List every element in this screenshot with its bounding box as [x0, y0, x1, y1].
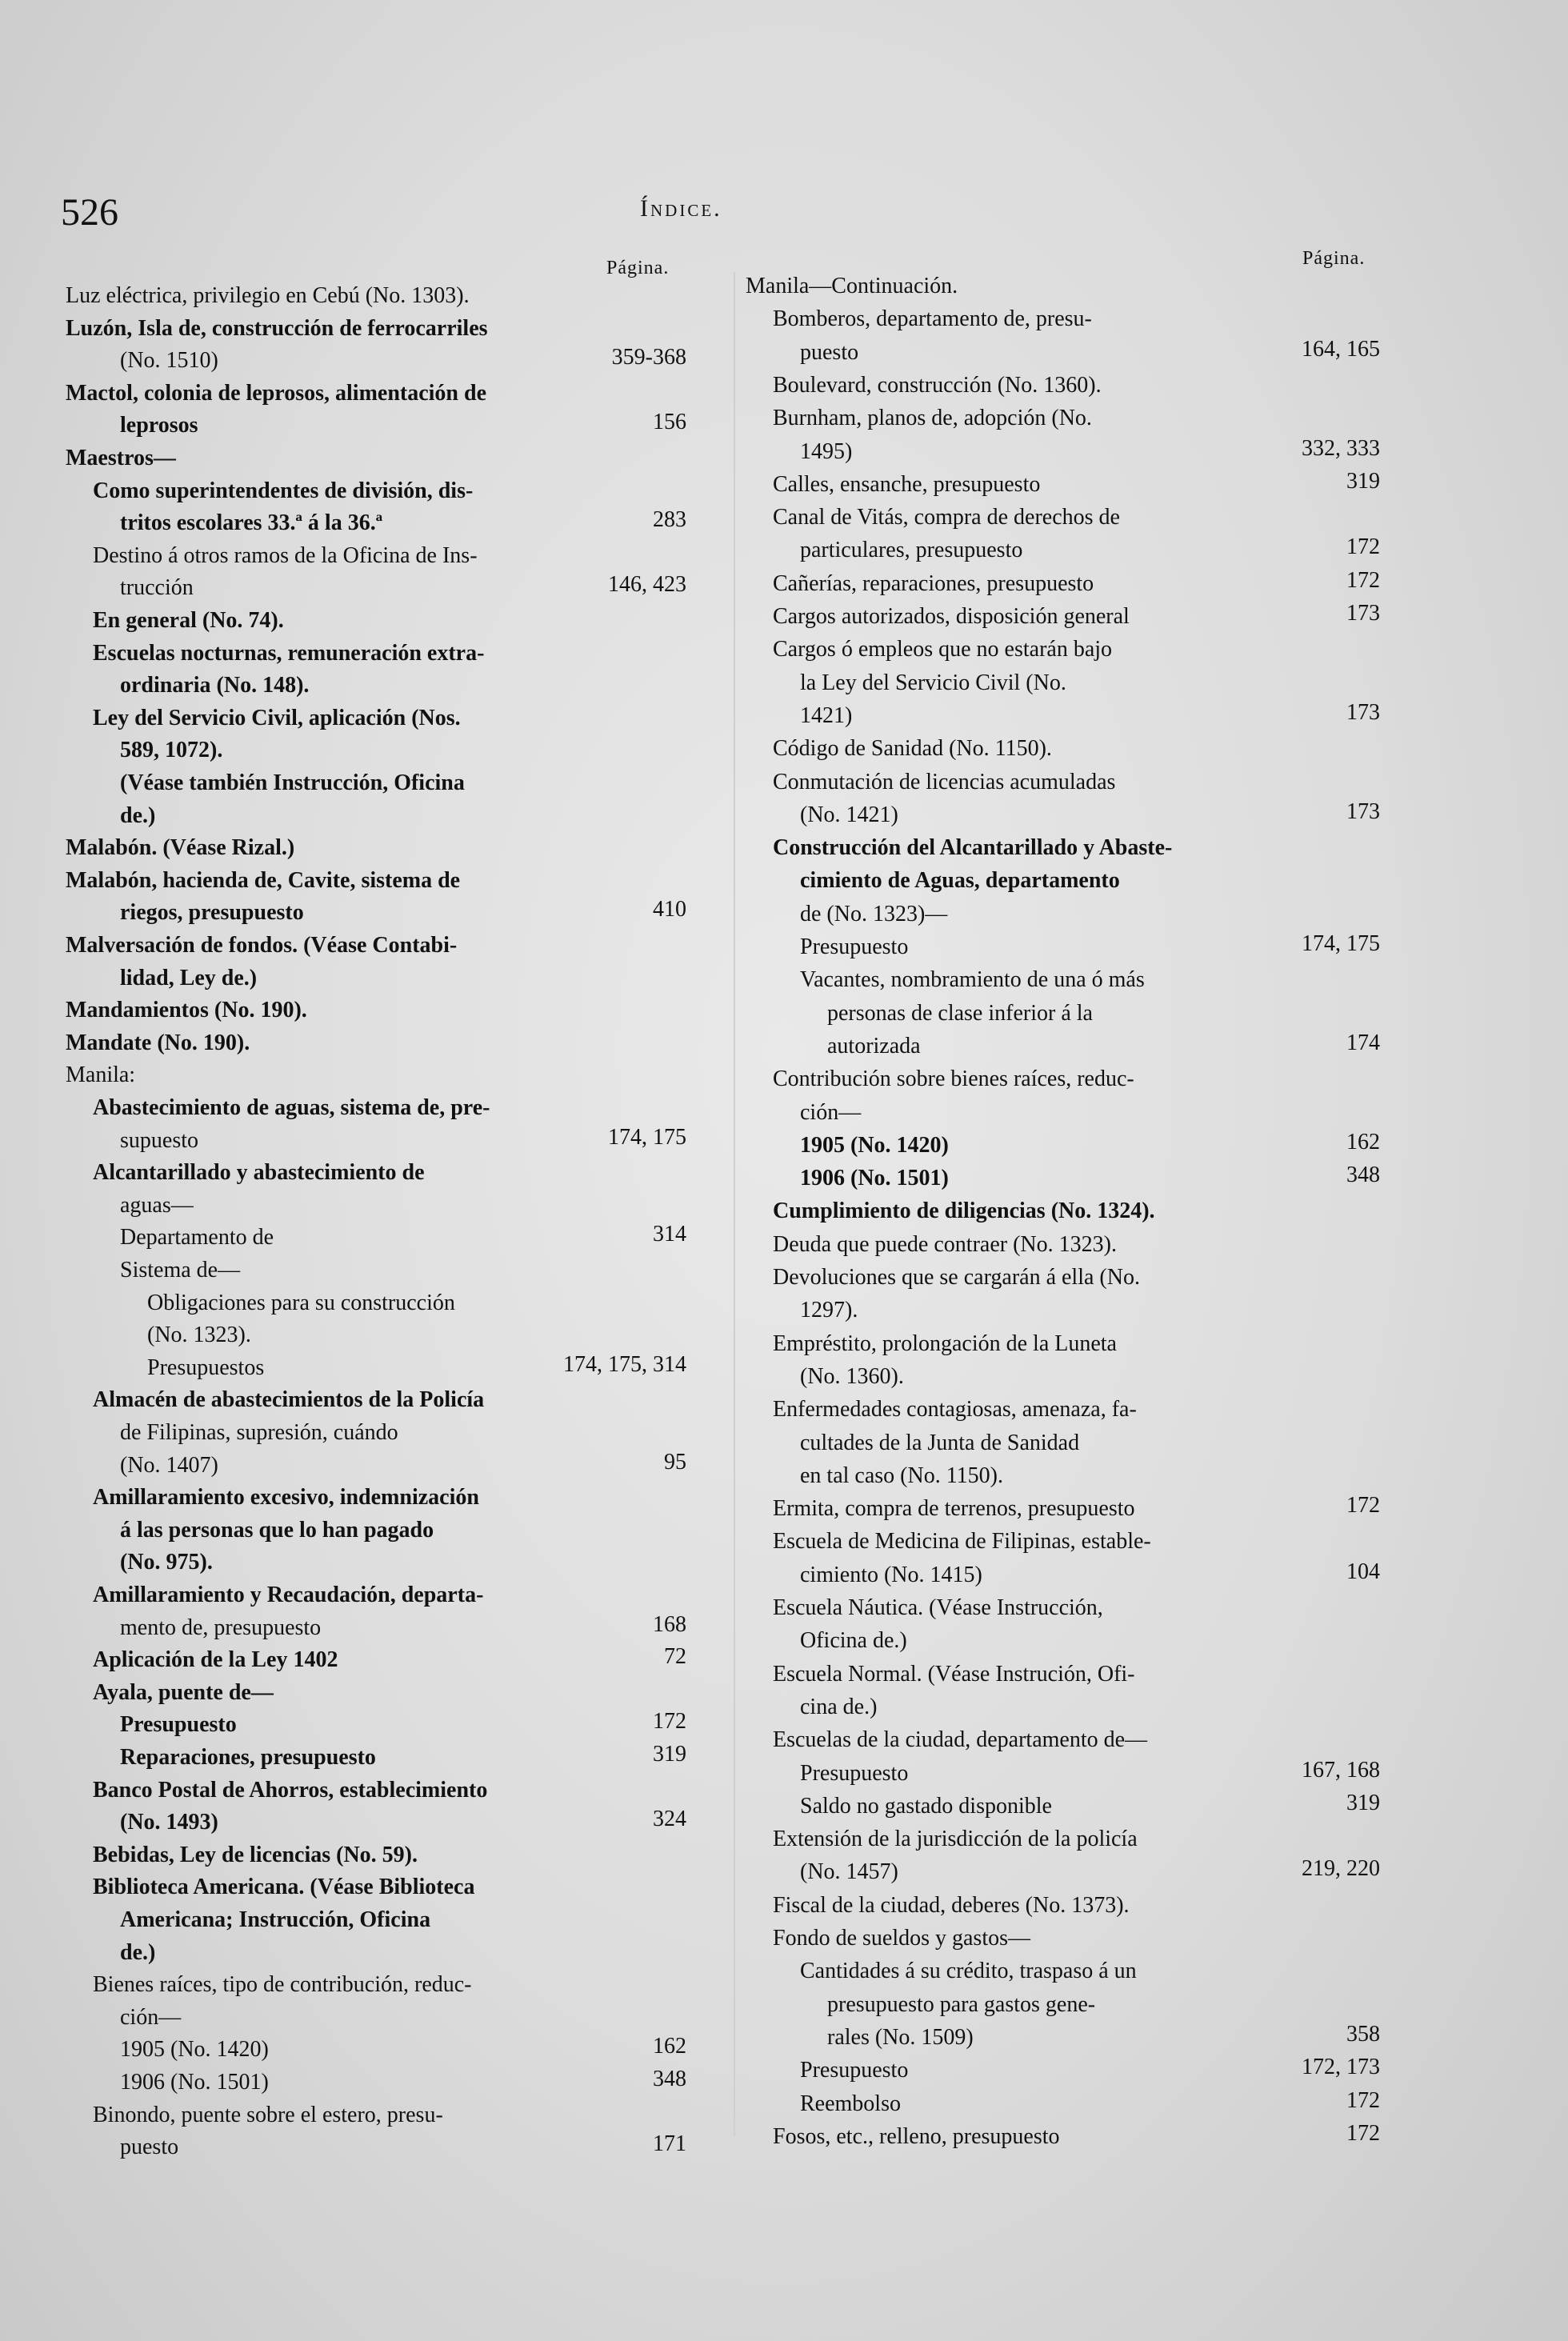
left-index-entry: 589, 1072). — [120, 738, 223, 763]
right-index-entry: Enfermedades contagiosas, amenaza, fa- — [773, 1397, 1137, 1423]
right-page-reference: 167, 168 — [1302, 1757, 1380, 1783]
right-index-entry: cimiento (No. 1415) — [800, 1562, 982, 1587]
right-index-entry: autorizada — [827, 1033, 921, 1058]
right-index-entry: Empréstito, prolongación de la Luneta — [773, 1331, 1117, 1356]
left-index-entry: Aplicación de la Ley 1402 — [93, 1647, 338, 1673]
left-index-entry: Ley del Servicio Civil, aplicación (Nos. — [93, 705, 461, 730]
left-index-entry: aguas— — [120, 1192, 194, 1218]
left-index-entry: Malabón, hacienda de, Cavite, sistema de — [66, 867, 461, 893]
right-page-reference: 162 — [1346, 1129, 1380, 1154]
left-pagina-label: Página. — [606, 258, 670, 278]
right-index-entry: Manila—Continuación. — [746, 274, 958, 298]
right-index-entry: Construcción del Alcantarillado y Abaste- — [773, 835, 1173, 861]
right-page-reference: 174 — [1346, 1030, 1380, 1055]
right-index-entry: (No. 1360). — [800, 1363, 904, 1389]
right-page-reference: 172, 173 — [1302, 2055, 1380, 2080]
left-index-entry: Amillaramiento y Recaudación, departa- — [93, 1583, 484, 1607]
left-index-entry: Bienes raíces, tipo de contribución, reduc- — [93, 1972, 472, 1998]
left-index-entry: 1905 (No. 1420) — [120, 2037, 269, 2063]
left-index-entry: 1906 (No. 1501) — [120, 2070, 269, 2095]
right-index-entry: Cumplimiento de diligencias (No. 1324). — [773, 1199, 1155, 1224]
right-index-entry: Vacantes, nombramiento de una ó más — [800, 967, 1145, 993]
right-page-reference: 348 — [1346, 1162, 1380, 1188]
left-index-entry: puesto — [120, 2135, 179, 2160]
left-index-entry: leprosos — [120, 413, 198, 438]
right-index-entry: cultades de la Junta de Sanidad — [800, 1430, 1080, 1455]
left-page-reference: 174, 175 — [608, 1124, 686, 1150]
right-index-entry: presupuesto para gastos gene- — [827, 1991, 1096, 2017]
left-index-entry: Banco Postal de Ahorros, establecimiento — [93, 1777, 488, 1803]
right-index-entry: Fiscal de la ciudad, deberes (No. 1373). — [773, 1892, 1130, 1918]
right-index-entry: la Ley del Servicio Civil (No. — [800, 670, 1066, 695]
right-index-entry: (No. 1421) — [800, 802, 898, 827]
left-page-reference: 314 — [653, 1222, 686, 1247]
right-pagina-label: Página. — [1302, 248, 1366, 269]
left-index-entry: supuesto — [120, 1127, 198, 1153]
left-index-entry: de.) — [120, 802, 156, 828]
left-index-entry: Binondo, puente sobre el estero, presu- — [93, 2102, 443, 2127]
right-page-reference: 319 — [1346, 1790, 1380, 1815]
right-page-reference: 173 — [1346, 699, 1380, 725]
right-index-entry: personas de clase inferior á la — [827, 1000, 1093, 1026]
left-index-entry: Luzón, Isla de, construcción de ferrocarriles — [66, 315, 488, 341]
right-index-entry: Burnham, planos de, adopción (No. — [773, 406, 1092, 431]
right-page-reference: 164, 165 — [1302, 336, 1380, 362]
right-page-reference: 173 — [1346, 601, 1380, 626]
left-page-reference: 168 — [653, 1611, 686, 1637]
left-index-entry: Mandate (No. 190). — [66, 1030, 250, 1055]
page-number: 526 — [61, 191, 118, 234]
left-page-reference: 162 — [653, 2034, 686, 2059]
left-index-entry: Ayala, puente de— — [93, 1679, 274, 1705]
left-index-entry: Mandamientos (No. 190). — [66, 998, 307, 1023]
right-page-reference: 104 — [1346, 1559, 1380, 1584]
right-index-entry: Oficina de.) — [800, 1628, 907, 1654]
left-index-entry: lidad, Ley de.) — [120, 965, 258, 990]
right-index-entry: Saldo no gastado disponible — [800, 1793, 1052, 1819]
left-index-entry: En general (No. 74). — [93, 608, 284, 633]
right-index-entry: Cañerías, reparaciones, presupuesto — [773, 570, 1094, 596]
left-index-entry: (No. 1510) — [120, 348, 218, 374]
left-page-reference: 283 — [653, 507, 686, 533]
left-index-entry: tritos escolares 33.ª á la 36.ª — [120, 510, 383, 536]
left-index-entry: Alcantarillado y abastecimiento de — [93, 1160, 425, 1186]
left-index-entry: Amillaramiento excesivo, indemnización — [93, 1485, 479, 1511]
right-index-entry: Escuela Normal. (Véase Instrución, Ofi- — [773, 1661, 1135, 1687]
right-index-entry: en tal caso (No. 1150). — [800, 1463, 1003, 1488]
right-index-entry: Escuela Náutica. (Véase Instrucción, — [773, 1595, 1103, 1620]
left-page-reference: 171 — [653, 2131, 686, 2157]
left-page-reference: 72 — [664, 1644, 686, 1670]
right-index-entry: Presupuesto — [800, 2058, 909, 2083]
left-page-reference: 319 — [653, 1742, 686, 1767]
left-index-entry: (No. 1407) — [120, 1452, 218, 1478]
left-index-entry: Escuelas nocturnas, remuneración extra- — [93, 640, 485, 666]
right-page-reference: 172 — [1346, 1493, 1380, 1519]
left-index-entry: riegos, presupuesto — [120, 900, 304, 926]
right-index-entry: 1421) — [800, 702, 853, 728]
right-index-entry: Cargos ó empleos que no estarán bajo — [773, 637, 1113, 662]
right-index-entry: Cargos autorizados, disposición general — [773, 604, 1130, 629]
left-index-entry: (Véase también Instrucción, Oficina — [120, 770, 465, 795]
left-index-entry: (No. 1493) — [120, 1810, 218, 1835]
left-index-entry: Como superintendentes de división, dis- — [93, 478, 474, 503]
right-index-entry: ción— — [800, 1099, 862, 1125]
left-index-entry: Presupuestos — [147, 1355, 265, 1380]
left-index-entry: ordinaria (No. 148). — [120, 673, 310, 698]
left-index-entry: (No. 1323). — [147, 1323, 251, 1348]
right-index-entry: cimiento de Aguas, departamento — [800, 868, 1120, 894]
column-divider — [734, 272, 735, 2136]
right-index-entry: Devoluciones que se cargarán á ella (No. — [773, 1265, 1140, 1290]
right-page-reference: 172 — [1346, 534, 1380, 560]
page-title: Índice. — [640, 195, 722, 222]
left-index-entry: Americana; Instrucción, Oficina — [120, 1907, 431, 1932]
right-index-entry: Fondo de sueldos y gastos— — [773, 1926, 1030, 1951]
left-index-entry: Bebidas, Ley de licencias (No. 59). — [93, 1842, 418, 1867]
right-page-reference: 172 — [1346, 2087, 1380, 2113]
right-index-entry: rales (No. 1509) — [827, 2024, 974, 2050]
right-index-entry: Deuda que puede contraer (No. 1323). — [773, 1231, 1117, 1257]
left-page-reference: 172 — [653, 1709, 686, 1735]
right-index-entry: Cantidades á su crédito, traspaso á un — [800, 1959, 1137, 1984]
right-page-reference: 319 — [1346, 468, 1380, 494]
left-index-entry: Mactol, colonia de leprosos, alimentación de — [66, 380, 486, 406]
left-index-entry: Obligaciones para su construcción — [147, 1290, 455, 1315]
left-page-reference: 146, 423 — [608, 572, 686, 598]
right-index-entry: Fosos, etc., relleno, presupuesto — [773, 2123, 1060, 2149]
right-page-reference: 173 — [1346, 798, 1380, 824]
left-page-reference: 156 — [653, 410, 686, 435]
left-index-entry: mento de, presupuesto — [120, 1615, 322, 1640]
left-index-entry: trucción — [120, 575, 194, 601]
right-index-entry: 1905 (No. 1420) — [800, 1132, 949, 1158]
left-index-entry: Presupuesto — [120, 1712, 237, 1738]
right-page-reference: 219, 220 — [1302, 1856, 1380, 1882]
left-page-reference: 410 — [653, 897, 686, 922]
right-index-entry: Presupuesto — [800, 1760, 909, 1786]
right-index-entry: Canal de Vitás, compra de derechos de — [773, 505, 1120, 530]
left-index-entry: Malabón. (Véase Rizal.) — [66, 835, 295, 861]
left-index-entry: Abastecimiento de aguas, sistema de, pre- — [93, 1095, 490, 1120]
left-index-entry: Malversación de fondos. (Véase Contabi- — [66, 933, 458, 958]
right-index-entry: Conmutación de licencias acumuladas — [773, 769, 1116, 794]
right-index-entry: Presupuesto — [800, 934, 909, 959]
right-index-entry: de (No. 1323)— — [800, 901, 948, 926]
left-index-entry: Destino á otros ramos de la Oficina de Ins- — [93, 542, 478, 568]
right-index-entry: Escuela de Medicina de Filipinas, estable- — [773, 1529, 1151, 1555]
right-index-entry: particulares, presupuesto — [800, 538, 1023, 563]
left-index-entry: Manila: — [66, 1062, 136, 1088]
right-index-entry: 1495) — [800, 438, 853, 464]
right-index-entry: Calles, ensanche, presupuesto — [773, 471, 1041, 497]
left-page-reference: 174, 175, 314 — [563, 1351, 686, 1377]
left-index-entry: (No. 975). — [120, 1550, 213, 1575]
right-index-entry: Bomberos, departamento de, presu- — [773, 306, 1092, 332]
left-index-entry: Biblioteca Americana. (Véase Biblioteca — [93, 1875, 475, 1900]
right-page-reference: 332, 333 — [1302, 435, 1380, 461]
right-index-entry: Reembolso — [800, 2091, 901, 2116]
right-page-reference: 358 — [1346, 2021, 1380, 2047]
left-index-entry: Maestros— — [66, 446, 176, 470]
left-index-entry: Sistema de— — [120, 1258, 241, 1283]
right-index-entry: cina de.) — [800, 1694, 878, 1719]
left-page-reference: 359-368 — [611, 345, 686, 370]
right-index-entry: puesto — [800, 339, 859, 365]
right-index-entry: Contribución sobre bienes raíces, reduc- — [773, 1066, 1134, 1092]
right-page-reference: 174, 175 — [1302, 931, 1380, 956]
left-index-entry: de.) — [120, 1939, 156, 1965]
right-index-entry: 1297). — [800, 1298, 858, 1323]
left-index-entry: Reparaciones, presupuesto — [120, 1745, 376, 1770]
right-page-reference: 172 — [1346, 567, 1380, 593]
right-index-entry: Boulevard, construcción (No. 1360). — [773, 372, 1102, 398]
right-index-entry: Escuelas de la ciudad, departamento de— — [773, 1727, 1148, 1753]
left-page-reference: 348 — [653, 2067, 686, 2091]
right-index-entry: Ermita, compra de terrenos, presupuesto — [773, 1496, 1135, 1522]
right-index-entry: Código de Sanidad (No. 1150). — [773, 736, 1052, 762]
left-index-entry: ción— — [120, 2004, 182, 2030]
left-page-reference: 324 — [653, 1807, 686, 1832]
left-index-entry: á las personas que lo han pagado — [120, 1517, 434, 1543]
right-index-entry: Extensión de la jurisdicción de la policía — [773, 1827, 1138, 1852]
right-page-reference: 172 — [1346, 2120, 1380, 2146]
right-index-entry: (No. 1457) — [800, 1859, 898, 1885]
left-index-entry: Luz eléctrica, privilegio en Cebú (No. 1303). — [66, 283, 470, 308]
left-index-entry: de Filipinas, supresión, cuándo — [120, 1420, 398, 1445]
left-index-entry: Departamento de — [120, 1225, 274, 1251]
right-index-entry: 1906 (No. 1501) — [800, 1166, 949, 1191]
left-page-reference: 95 — [664, 1449, 686, 1475]
left-index-entry: Almacén de abastecimientos de la Policía — [93, 1387, 485, 1413]
